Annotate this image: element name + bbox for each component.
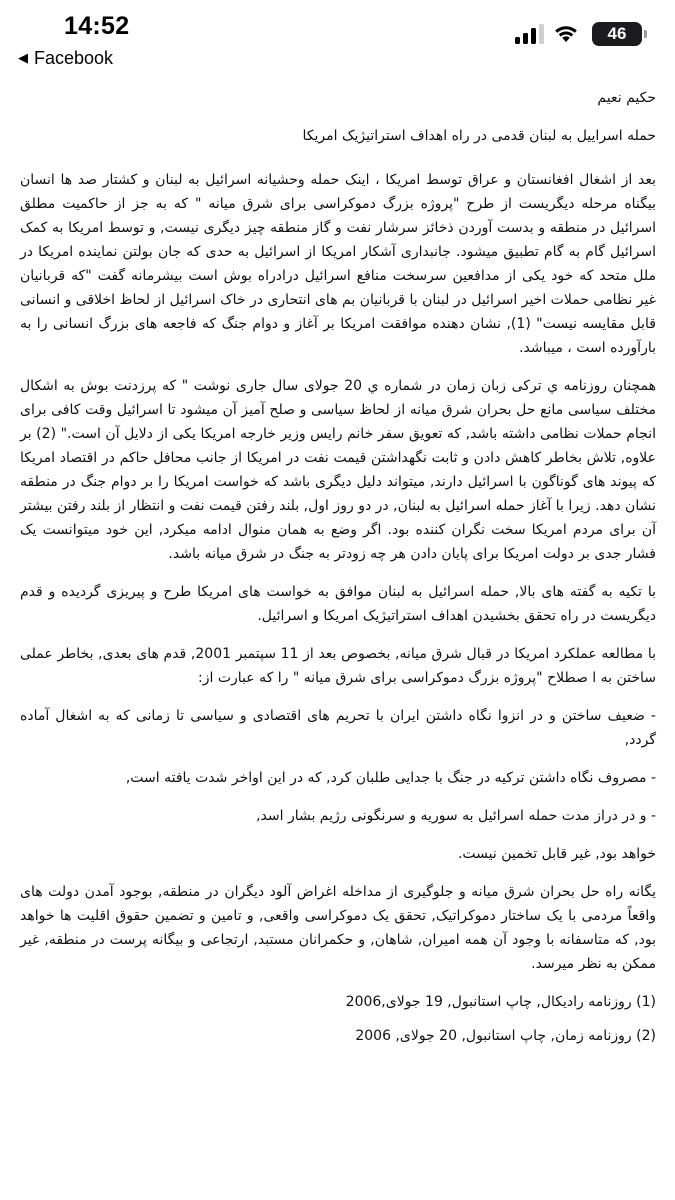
battery-level: 46 [592,22,642,46]
back-link-label: Facebook [34,48,114,68]
article-title: حمله اسراییل به لبنان قدمی در راه اهداف استراتیژیک امریکا [302,128,656,144]
back-to-facebook-link[interactable] [18,48,113,70]
article-paragraph: همچنان روزنامه ي ترکی زبان زمان در شماره ي 20 جولای سال جاری نوشت " که پرزدنت بوش به اشکال مختلف سیاسی مانع حل بحران شرق میانه از لحاظ سیاسی و صلح آمیز آن میشود تا اسرائیل وقت کافی برای انجام حملات نظامی داشته باشد, که تعویق سفر خانم رایس وزیر خارجه امریکا یکی از دلایل آن است." (2) بر علاوه, تلاش بخاطر کاهش دادن و ثابت نگهداشتن قیمت نفت در امریکا از جانب محافل حاکم در اقتصاد امریکا که پیوند های گوناگون با اسرائیل دارند, میتواند دلیل دیگری باشد که خواست امریکا را بر دوام جنگ در منطقه نشان دهد. زیرا با آغاز حمله اسرائیل به لبنان, در دو روز اول, بلند رفتن قیمت نفت و انتظار از بلند رفتن بیشتر آن برای مردم امریکا سخت نگران کننده بود. اگر وضع به همان منوال ادامه میکرد, این خود میتوانست یک فشار جدی بر دولت امریکا برای پایان دادن هر چه زودتر به جنگ در شرق میانه باشد. [20,378,656,562]
status-time: 14:52 [64,12,130,40]
battery-icon [592,22,647,46]
article-paragraph: یگانه راه حل بحران شرق میانه و جلوگیری از مداخله اغراض آلود دیگران در منطقه, بوجود آمدن دولت های واقعاً مردمی با یک ساختار دموکراتیک, تحقق یک دموکراسی واقعی, و تامین و تضمین حقوق اقلیت ها خواهد بود, که متاسفانه با وجود آن همه امیران, شاهان, و حکمرانان مستبد, ارتجاعی و بیگانه پرست در منطقه, غیر ممکن به نظر میرسد. [20,884,656,972]
article-paragraph: با تکیه به گفته های بالا, حمله اسرائیل به لبنان موافق به خواست های امریکا طرح و پیریزی گردیده و قدم دیگریست در راه تحقق بخشیدن اهداف استراتیژیک امریکا و اسرائیل. [20,584,656,624]
article-paragraph: خواهد بود, غیر قابل تخمین نیست. [457,846,656,862]
reference-item: (1) روزنامه رادیکال, چاپ استانبول, 19 جولای,2006 [345,994,656,1010]
article-paragraph: با مطالعه عملکرد امریکا در قبال شرق میانه, بخصوص بعد از 11 سپتمبر 2001, قدم های بعدی, بخاطر عملی ساختن به ا صطلاح "پروژه بزرگ دموکراسی برای شرق میانه " را که عبارت از: [20,646,656,686]
reference-item: (2) روزنامه زمان, چاپ استانبول, 20 جولای, 2006 [355,1028,656,1044]
back-triangle-icon: ◀ [18,50,28,65]
wifi-icon [553,22,579,44]
article-list-item: - و در دراز مدت حمله اسرائیل به سوریه و سرنگونی رژیم بشار اسد, [256,808,656,824]
article-list-item: - ضعیف ساختن و در انزوا نگاه داشتن ایران با تحریم های اقتصادی و سیاسی تا زمانی که به اشغال آماده گردد, [20,708,656,748]
article-author: حکیم نعیم [597,90,656,106]
references-list [20,990,656,1048]
battery-cap [644,30,647,38]
article-paragraph: بعد از اشغال افغانستان و عراق توسط امریکا ، اینک حمله وحشیانه اسرائیل به لبنان و کشتار صد ها انسان بیگناه مرحله دیگریست از طرح "پروژه بزرگ دموکراسی برای شرق میانه " که به جز از حاکمیت مطلق اسرائیل در منطقه و بدست آوردن ذخائز سرشار نفت و گاز منطقه چیز دیگری نیست, و توسط امریکا به کمک اسرائیل گام به گام تطبیق میشود. جانبداری آشکار امریکا از اسرائیل به حدی که جان بولتن نماینده امریکا در ملل متحد که خود یکی از مدافعین سرسخت منافع اسرائیل درادراه بوش است بیشرمانه گفت "که قربانیان غیر نظامی حملات اخیر اسرائیل در لبنان با قربانیان بم های انتحاری در خاک اسرائیل از لحاظ اخلاقی و انسانی قابل مقایسه نیست" (1), نشان دهنده موافقت امریکا بر آغاز و دوام جنگ که فاجعه های بزرگ انسانی را به بارآورده است ، میباشد. [20,172,656,356]
cellular-signal-icon [515,24,545,44]
article-body [20,76,656,1058]
article-list-item: - مصروف نگاه داشتن ترکیه در جنگ با جدایی طلبان کرد, که در این اواخر شدت یافته است, [125,770,656,786]
status-bar [0,0,675,50]
